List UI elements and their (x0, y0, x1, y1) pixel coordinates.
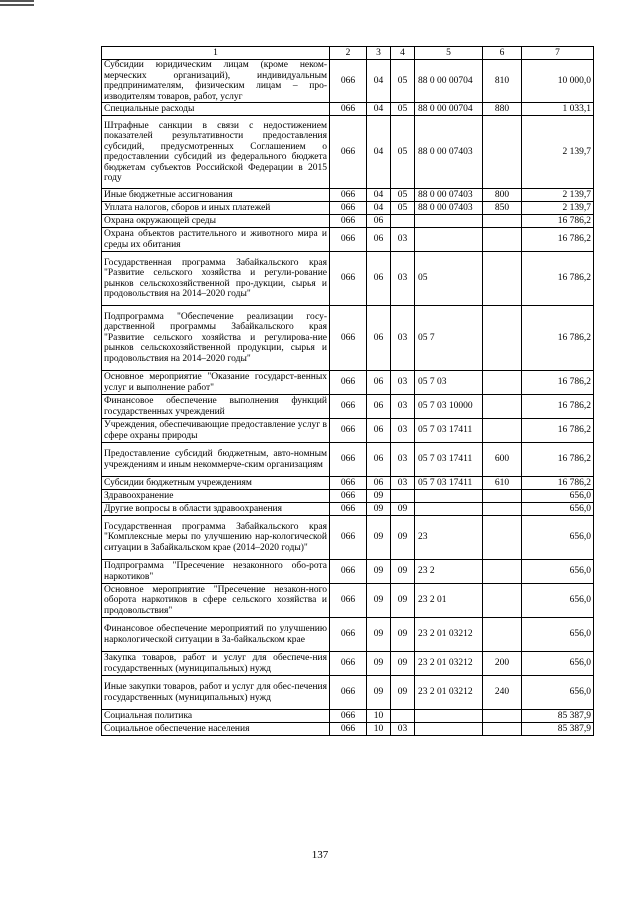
razdel-cell: 06 (367, 228, 391, 252)
ved-cell: 066 (330, 371, 367, 395)
vr-cell (483, 516, 522, 560)
csr-cell (415, 490, 483, 503)
ved-cell: 066 (330, 202, 367, 215)
podrazdel-cell (391, 490, 415, 503)
razdel-cell: 10 (367, 710, 391, 723)
vr-cell (483, 710, 522, 723)
razdel-cell: 09 (367, 503, 391, 516)
sum-cell: 656,0 (522, 560, 594, 584)
csr-cell: 05 7 03 10000 (415, 395, 483, 419)
table-row (102, 723, 594, 736)
razdel-cell: 09 (367, 676, 391, 710)
csr-cell: 05 7 03 17411 (415, 419, 483, 443)
ved-cell: 066 (330, 419, 367, 443)
sum-cell: 10 000,0 (522, 60, 594, 103)
podrazdel-cell: 09 (391, 618, 415, 652)
csr-cell: 05 7 03 17411 (415, 477, 483, 490)
vr-cell: 810 (483, 60, 522, 103)
razdel-cell: 09 (367, 490, 391, 503)
csr-cell (415, 503, 483, 516)
header-col-1: 1 (102, 47, 330, 60)
vr-cell (483, 723, 522, 736)
sum-cell: 16 786,2 (522, 419, 594, 443)
ved-cell: 066 (330, 228, 367, 252)
sum-cell: 16 786,2 (522, 477, 594, 490)
podrazdel-cell: 09 (391, 584, 415, 618)
table-row (102, 215, 594, 228)
sum-cell: 656,0 (522, 516, 594, 560)
podrazdel-cell: 03 (391, 228, 415, 252)
podrazdel-cell: 03 (391, 371, 415, 395)
table-row (102, 252, 594, 306)
scan-corner-mark (0, 0, 34, 8)
table-row (102, 202, 594, 215)
podrazdel-cell: 09 (391, 560, 415, 584)
ved-cell: 066 (330, 490, 367, 503)
row-name-cell: Штрафные санкции в связи с недостижением показателей результативности предоставления субсидий, предусмотренных Соглашением о предоставлении субсидий из федерального бюджета бюджетам субъектов Российской Федерации в 2015 году (102, 116, 330, 189)
razdel-cell: 09 (367, 652, 391, 676)
header-col-2: 2 (330, 47, 367, 60)
vr-cell (483, 419, 522, 443)
row-name-cell: Закупка товаров, работ и услуг для обеспече-ния государственных (муниципальных) нужд (102, 652, 330, 676)
sum-cell: 16 786,2 (522, 252, 594, 306)
razdel-cell: 04 (367, 116, 391, 189)
podrazdel-cell: 03 (391, 252, 415, 306)
table-row (102, 710, 594, 723)
podrazdel-cell: 09 (391, 516, 415, 560)
razdel-cell: 09 (367, 618, 391, 652)
ved-cell: 066 (330, 116, 367, 189)
header-col-5: 5 (415, 47, 483, 60)
sum-cell: 656,0 (522, 618, 594, 652)
sum-cell: 85 387,9 (522, 723, 594, 736)
vr-cell: 850 (483, 202, 522, 215)
table-row (102, 371, 594, 395)
table-row (102, 189, 594, 202)
row-name-cell: Субсидии бюджетным учреждениям (102, 477, 330, 490)
razdel-cell: 06 (367, 252, 391, 306)
razdel-cell: 06 (367, 306, 391, 371)
vr-cell (483, 490, 522, 503)
vr-cell: 800 (483, 189, 522, 202)
header-col-4: 4 (391, 47, 415, 60)
header-col-6: 6 (483, 47, 522, 60)
page-number: 137 (311, 849, 329, 861)
sum-cell: 656,0 (522, 584, 594, 618)
razdel-cell: 06 (367, 477, 391, 490)
podrazdel-cell: 09 (391, 676, 415, 710)
sum-cell: 1 033,1 (522, 103, 594, 116)
row-name-cell: Уплата налогов, сборов и иных платежей (102, 202, 330, 215)
header-col-3: 3 (367, 47, 391, 60)
vr-cell (483, 618, 522, 652)
table-row (102, 560, 594, 584)
razdel-cell: 09 (367, 560, 391, 584)
vr-cell (483, 584, 522, 618)
row-name-cell: Учреждения, обеспечивающие предоставление услуг в сфере охраны природы (102, 419, 330, 443)
vr-cell (483, 371, 522, 395)
row-name-cell: Здравоохранение (102, 490, 330, 503)
csr-cell: 05 7 (415, 306, 483, 371)
podrazdel-cell (391, 215, 415, 228)
table-row (102, 228, 594, 252)
vr-cell: 200 (483, 652, 522, 676)
table-row (102, 103, 594, 116)
table-row (102, 516, 594, 560)
ved-cell: 066 (330, 60, 367, 103)
ved-cell: 066 (330, 516, 367, 560)
csr-cell: 05 (415, 252, 483, 306)
vr-cell (483, 395, 522, 419)
row-name-cell: Основное мероприятие "Пресечение незакон-ного оборота наркотиков в сфере сельского хозяйства и продовольствия" (102, 584, 330, 618)
row-name-cell: Предоставление субсидий бюджетным, авто-номным учреждениям и иным некоммерче-ским организациям (102, 443, 330, 477)
table-row (102, 477, 594, 490)
vr-cell (483, 560, 522, 584)
table-row (102, 490, 594, 503)
row-name-cell: Финансовое обеспечение мероприятий по улучшению наркологической ситуации в За-байкальском крае (102, 618, 330, 652)
ved-cell: 066 (330, 710, 367, 723)
razdel-cell: 09 (367, 516, 391, 560)
table-row (102, 652, 594, 676)
table-row (102, 306, 594, 371)
row-name-cell: Государственная программа Забайкальского края "Комплексные меры по улучшению нар-кологической ситуации в Забайкальском крае (2014–2020 годы)" (102, 516, 330, 560)
sum-cell: 2 139,7 (522, 189, 594, 202)
razdel-cell: 06 (367, 371, 391, 395)
razdel-cell: 04 (367, 189, 391, 202)
csr-cell (415, 710, 483, 723)
podrazdel-cell: 03 (391, 395, 415, 419)
ved-cell: 066 (330, 477, 367, 490)
ved-cell: 066 (330, 306, 367, 371)
csr-cell: 88 0 00 07403 (415, 116, 483, 189)
table-row (102, 395, 594, 419)
row-name-cell: Основное мероприятие "Оказание государст-венных услуг и выполнение работ" (102, 371, 330, 395)
podrazdel-cell: 05 (391, 103, 415, 116)
podrazdel-cell: 03 (391, 477, 415, 490)
row-name-cell: Иные бюджетные ассигнования (102, 189, 330, 202)
vr-cell: 240 (483, 676, 522, 710)
row-name-cell: Субсидии юридическим лицам (кроме неком-мерческих организаций), индивидуальным предпринимателям, физическим лицам – про-изводителям товаров, работ, услуг (102, 60, 330, 103)
razdel-cell: 06 (367, 443, 391, 477)
ved-cell: 066 (330, 652, 367, 676)
podrazdel-cell: 09 (391, 503, 415, 516)
row-name-cell: Государственная программа Забайкальского края "Развитие сельского хозяйства и регули-рование рынков сельскохозяйственной про-дукции, сырья и продовольствия на 2014–2020 годы" (102, 252, 330, 306)
sum-cell: 16 786,2 (522, 228, 594, 252)
ved-cell: 066 (330, 103, 367, 116)
sum-cell: 16 786,2 (522, 215, 594, 228)
podrazdel-cell: 05 (391, 189, 415, 202)
razdel-cell: 10 (367, 723, 391, 736)
vr-cell: 610 (483, 477, 522, 490)
csr-cell: 05 7 03 17411 (415, 443, 483, 477)
vr-cell (483, 503, 522, 516)
vr-cell (483, 306, 522, 371)
vr-cell (483, 215, 522, 228)
ved-cell: 066 (330, 723, 367, 736)
csr-cell (415, 228, 483, 252)
table-row (102, 443, 594, 477)
sum-cell: 16 786,2 (522, 371, 594, 395)
ved-cell: 066 (330, 584, 367, 618)
ved-cell: 066 (330, 395, 367, 419)
header-col-7: 7 (522, 47, 594, 60)
ved-cell: 066 (330, 560, 367, 584)
podrazdel-cell: 09 (391, 652, 415, 676)
sum-cell: 656,0 (522, 490, 594, 503)
sum-cell: 2 139,7 (522, 116, 594, 189)
csr-cell: 88 0 00 00704 (415, 103, 483, 116)
podrazdel-cell: 03 (391, 419, 415, 443)
table-row (102, 419, 594, 443)
row-name-cell: Социальная политика (102, 710, 330, 723)
csr-cell: 23 2 (415, 560, 483, 584)
razdel-cell: 04 (367, 202, 391, 215)
sum-cell: 16 786,2 (522, 395, 594, 419)
ved-cell: 066 (330, 503, 367, 516)
vr-cell (483, 228, 522, 252)
table-row (102, 116, 594, 189)
row-name-cell: Охрана окружающей среды (102, 215, 330, 228)
row-name-cell: Подпрограмма "Пресечение незаконного обо-рота наркотиков" (102, 560, 330, 584)
podrazdel-cell: 05 (391, 202, 415, 215)
ved-cell: 066 (330, 618, 367, 652)
ved-cell: 066 (330, 189, 367, 202)
table-row (102, 676, 594, 710)
budget-table (101, 46, 594, 736)
csr-cell: 88 0 00 00704 (415, 60, 483, 103)
table-row (102, 584, 594, 618)
row-name-cell: Специальные расходы (102, 103, 330, 116)
csr-cell (415, 723, 483, 736)
razdel-cell: 06 (367, 419, 391, 443)
ved-cell: 066 (330, 676, 367, 710)
row-name-cell: Финансовое обеспечение выполнения функций государственных учреждений (102, 395, 330, 419)
row-name-cell: Социальное обеспечение населения (102, 723, 330, 736)
sum-cell: 16 786,2 (522, 443, 594, 477)
table-row (102, 503, 594, 516)
vr-cell: 600 (483, 443, 522, 477)
sum-cell: 85 387,9 (522, 710, 594, 723)
razdel-cell: 09 (367, 584, 391, 618)
row-name-cell: Другие вопросы в области здравоохранения (102, 503, 330, 516)
vr-cell (483, 252, 522, 306)
csr-cell: 23 2 01 03212 (415, 652, 483, 676)
sum-cell: 2 139,7 (522, 202, 594, 215)
row-name-cell: Иные закупки товаров, работ и услуг для обес-печения государственных (муниципальных) нужд (102, 676, 330, 710)
podrazdel-cell: 03 (391, 723, 415, 736)
ved-cell: 066 (330, 215, 367, 228)
razdel-cell: 06 (367, 215, 391, 228)
podrazdel-cell: 05 (391, 60, 415, 103)
table-row (102, 618, 594, 652)
csr-cell: 88 0 00 07403 (415, 202, 483, 215)
razdel-cell: 04 (367, 60, 391, 103)
ved-cell: 066 (330, 443, 367, 477)
podrazdel-cell (391, 710, 415, 723)
sum-cell: 16 786,2 (522, 306, 594, 371)
csr-cell: 23 (415, 516, 483, 560)
row-name-cell: Подпрограмма "Обеспечение реализации госу-дарственной программы Забайкальского края "Развитие сельского хозяйства и регулирова-ние рынков сельскохозяйственной продукции, сырья и продовольствия на 2014–2020 годы" (102, 306, 330, 371)
row-name-cell: Охрана объектов растительного и животного мира и среды их обитания (102, 228, 330, 252)
csr-cell (415, 215, 483, 228)
podrazdel-cell: 03 (391, 306, 415, 371)
csr-cell: 23 2 01 (415, 584, 483, 618)
sum-cell: 656,0 (522, 652, 594, 676)
sum-cell: 656,0 (522, 503, 594, 516)
razdel-cell: 04 (367, 103, 391, 116)
table-header-row (102, 47, 594, 60)
table-row (102, 60, 594, 103)
csr-cell: 88 0 00 07403 (415, 189, 483, 202)
table-body (102, 60, 594, 736)
vr-cell (483, 116, 522, 189)
razdel-cell: 06 (367, 395, 391, 419)
csr-cell: 23 2 01 03212 (415, 618, 483, 652)
podrazdel-cell: 05 (391, 116, 415, 189)
ved-cell: 066 (330, 252, 367, 306)
sum-cell: 656,0 (522, 676, 594, 710)
podrazdel-cell: 03 (391, 443, 415, 477)
vr-cell: 880 (483, 103, 522, 116)
csr-cell: 05 7 03 (415, 371, 483, 395)
csr-cell: 23 2 01 03212 (415, 676, 483, 710)
